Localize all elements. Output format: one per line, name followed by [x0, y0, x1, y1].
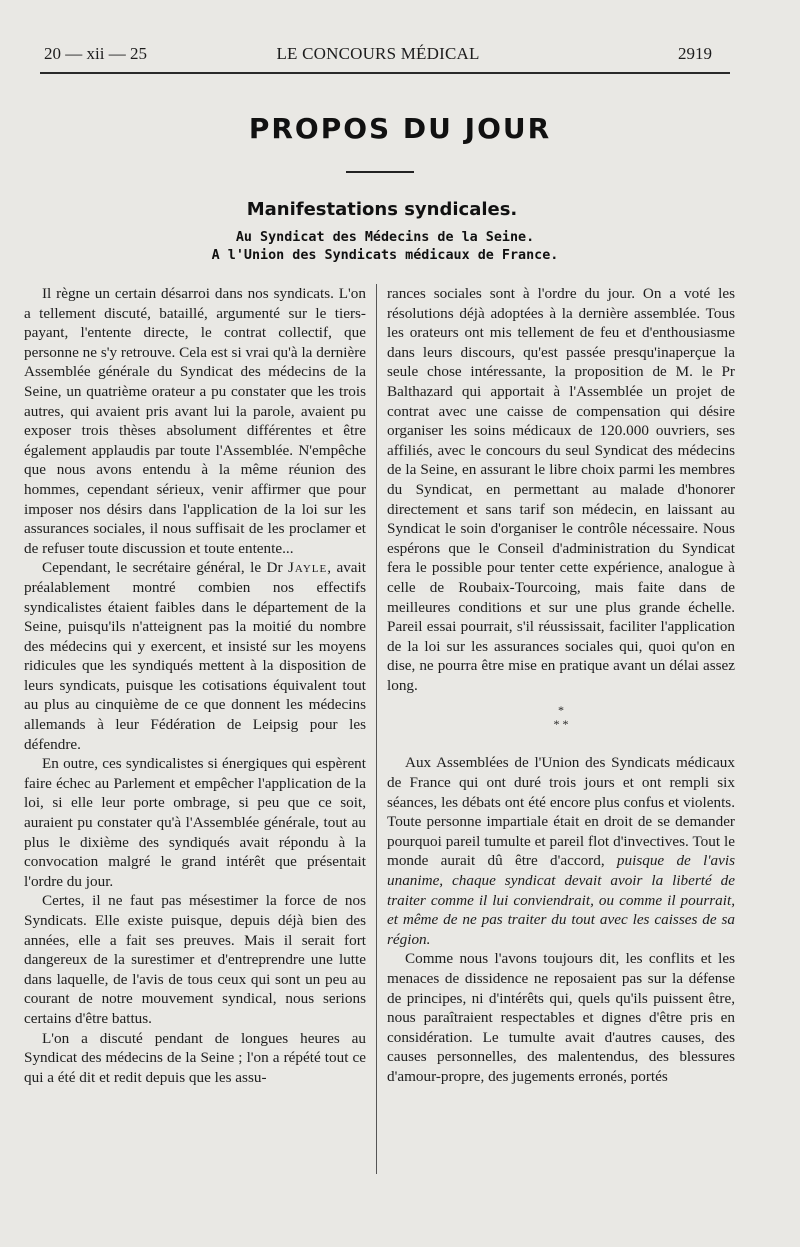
- paragraph: En outre, ces syndicalistes si énergiques qui espèrent faire échec au Parlement et empêcher l'application de la loi, si elle leur porte ombrage, si peu que ce soit, auraient pu constater qu'à l'Assemblée générale, tout au plus le dixième des syndiqués avait répondu à la convocation malgré le grand intérêt que présentait l'ordre du jour.: [24, 755, 366, 890]
- header-rule: [40, 72, 730, 74]
- left-column: [24, 284, 366, 1087]
- paragraph: Comme nous l'avons toujours dit, les conflits et les menaces de dissidence ne reposaient pas sur la défense de principes, ni d'intérêts qui, quels qu'ils puissent être, nous paraîtraient respectables et dignes d'être pris en considération. Le tumulte avait d'autres causes, des causes personnelles, des malentendus, des blessures d'amour-propre, des jugements erronés, portés: [387, 950, 735, 1085]
- author-name: Jayle: [288, 559, 328, 577]
- column-divider: [376, 284, 377, 1174]
- section-separator: [387, 703, 735, 731]
- paragraph: Cependant, le secrétaire général, le Dr Jayle, avait préalablement montré combien nos effectifs syndicalistes étaient faibles dans le département de la Seine, puisqu'ils n'atteignent pas la moitié du nombre des médecins qui y exercent, et insisté sur les moyens ridicules que les syndiqués mettent à la disposition de leurs syndicats, puisque les cotisations équivalent tout au plus au cinquième de ce que donnent les médecins allemands à leur Fédération de Leipsig pour les défendre.: [24, 559, 366, 753]
- paragraph: L'on a discuté pendant de longues heures au Syndicat des médecins de la Seine ; l'on a répété tout ce qui a été dit et redit depuis que les assu-: [24, 1029, 366, 1086]
- separator-stars: * *: [553, 717, 569, 732]
- journal-name: LE CONCOURS MÉDICAL: [276, 44, 480, 63]
- paragraph: Certes, il ne faut pas mésestimer la force de nos Syndicats. Elle existe puisque, depuis déjà bien des années, elle a fait ses preuves. Mais il serait fort dangereux de la surestimer et d'entreprendre une lutte dans laquelle, de l'avis de tous ceux qui sont un peu au courant de notre mouvement syndical, nous serions certains d'être battus.: [24, 892, 366, 1027]
- title-divider: [346, 171, 414, 173]
- paragraph: Aux Assemblées de l'Union des Syndicats médicaux de France qui ont duré trois jours et ont rempli six séances, les débats ont été encore plus confus et violents. Toute personne impartiale était en droit de se demander pourquoi pareil tumulte et pareil flot d'invectives. Tout le monde aurait dû être d'accord, puisque de l'avis unanime, chaque syndicat devait avoir la liberté de traiter comme il lui conviendrait, ou comme il pourrait, et même de ne pas traiter du tout avec les caisses de sa région.: [387, 754, 735, 948]
- right-column: [387, 284, 735, 1087]
- italic-quote: puisque de l'avis unanime, chaque syndicat devait avoir la liberté de traiter comme il lui conviendrait, ou comme il pourrait, et même de ne pas traiter du tout avec les caisses de sa région.: [387, 852, 735, 948]
- page-number: 2919: [678, 44, 712, 63]
- article-subtitle-2: A l'Union des Syndicats médicaux de France.: [211, 248, 559, 263]
- page-header: [44, 44, 712, 68]
- article-subtitle-1: Au Syndicat des Médecins de la Seine.: [235, 230, 535, 245]
- article-title: Manifestations syndicales.: [246, 199, 518, 220]
- issue-date: 20 — xii — 25: [44, 44, 147, 63]
- paragraph: rances sociales sont à l'ordre du jour. On a voté les résolutions déjà adoptées à la dernière assemblée. Tous les orateurs ont mis tellement de feu et d'enthousiasme dans leurs discours, qu'est passée presqu'inaperçue la seule chose intéressante, la proposition de M. le Pr Balthazard qui apportait à l'Assemblée un projet de contrat avec une caisse de compensation qui désire organiser les soins médicaux de 120.000 ouvriers, ses affiliés, avec le concours du seul Syndicat des médecins de la Seine, en assurant le libre choix parmi les membres du Syndicat, en permettant au malade d'honorer directement et sans tarif son médecin, en laissant au Syndicat le soin d'organiser le contrôle nécessaire. Nous espérons que le Conseil d'administration du Syndicat fera le possible pour tenter cette expérience, analogue à celle de Roubaix-Tourcoing, mais faite dans de meilleures conditions et sur une plus grande échelle. Pareil essai pourrait, s'il réussissait, faciliter l'application de la loi sur les assurances sociales qui, quoi qu'on en dise, ne pourra être mise en pratique avant un délai assez long.: [387, 285, 735, 694]
- separator-star-top: *: [558, 703, 564, 718]
- section-title: PROPOS DU JOUR: [248, 112, 552, 145]
- paragraph: Il règne un certain désarroi dans nos syndicats. L'on a tellement discuté, bataillé, argumenté sur le tiers-payant, l'entente directe, le contrat collectif, que personne ne s'y retrouve. Cela est si vrai qu'à la dernière Assemblée générale du Syndicat des médecins de la Seine, un quatrième orateur a pu constater que les trois autres, qui avaient pris avant lui la parole, avaient pu exposer trois thèses absolument différentes et être également applaudis par toute l'Assemblée. N'empêche que nous avons entendu à la même réunion des hommes, cependant sérieux, venir affirmer que pour imposer nos désirs dans l'application de la loi sur les assurances sociales, il nous suffisait de les proclamer et de refuser toute discussion et toute entente...: [24, 285, 366, 557]
